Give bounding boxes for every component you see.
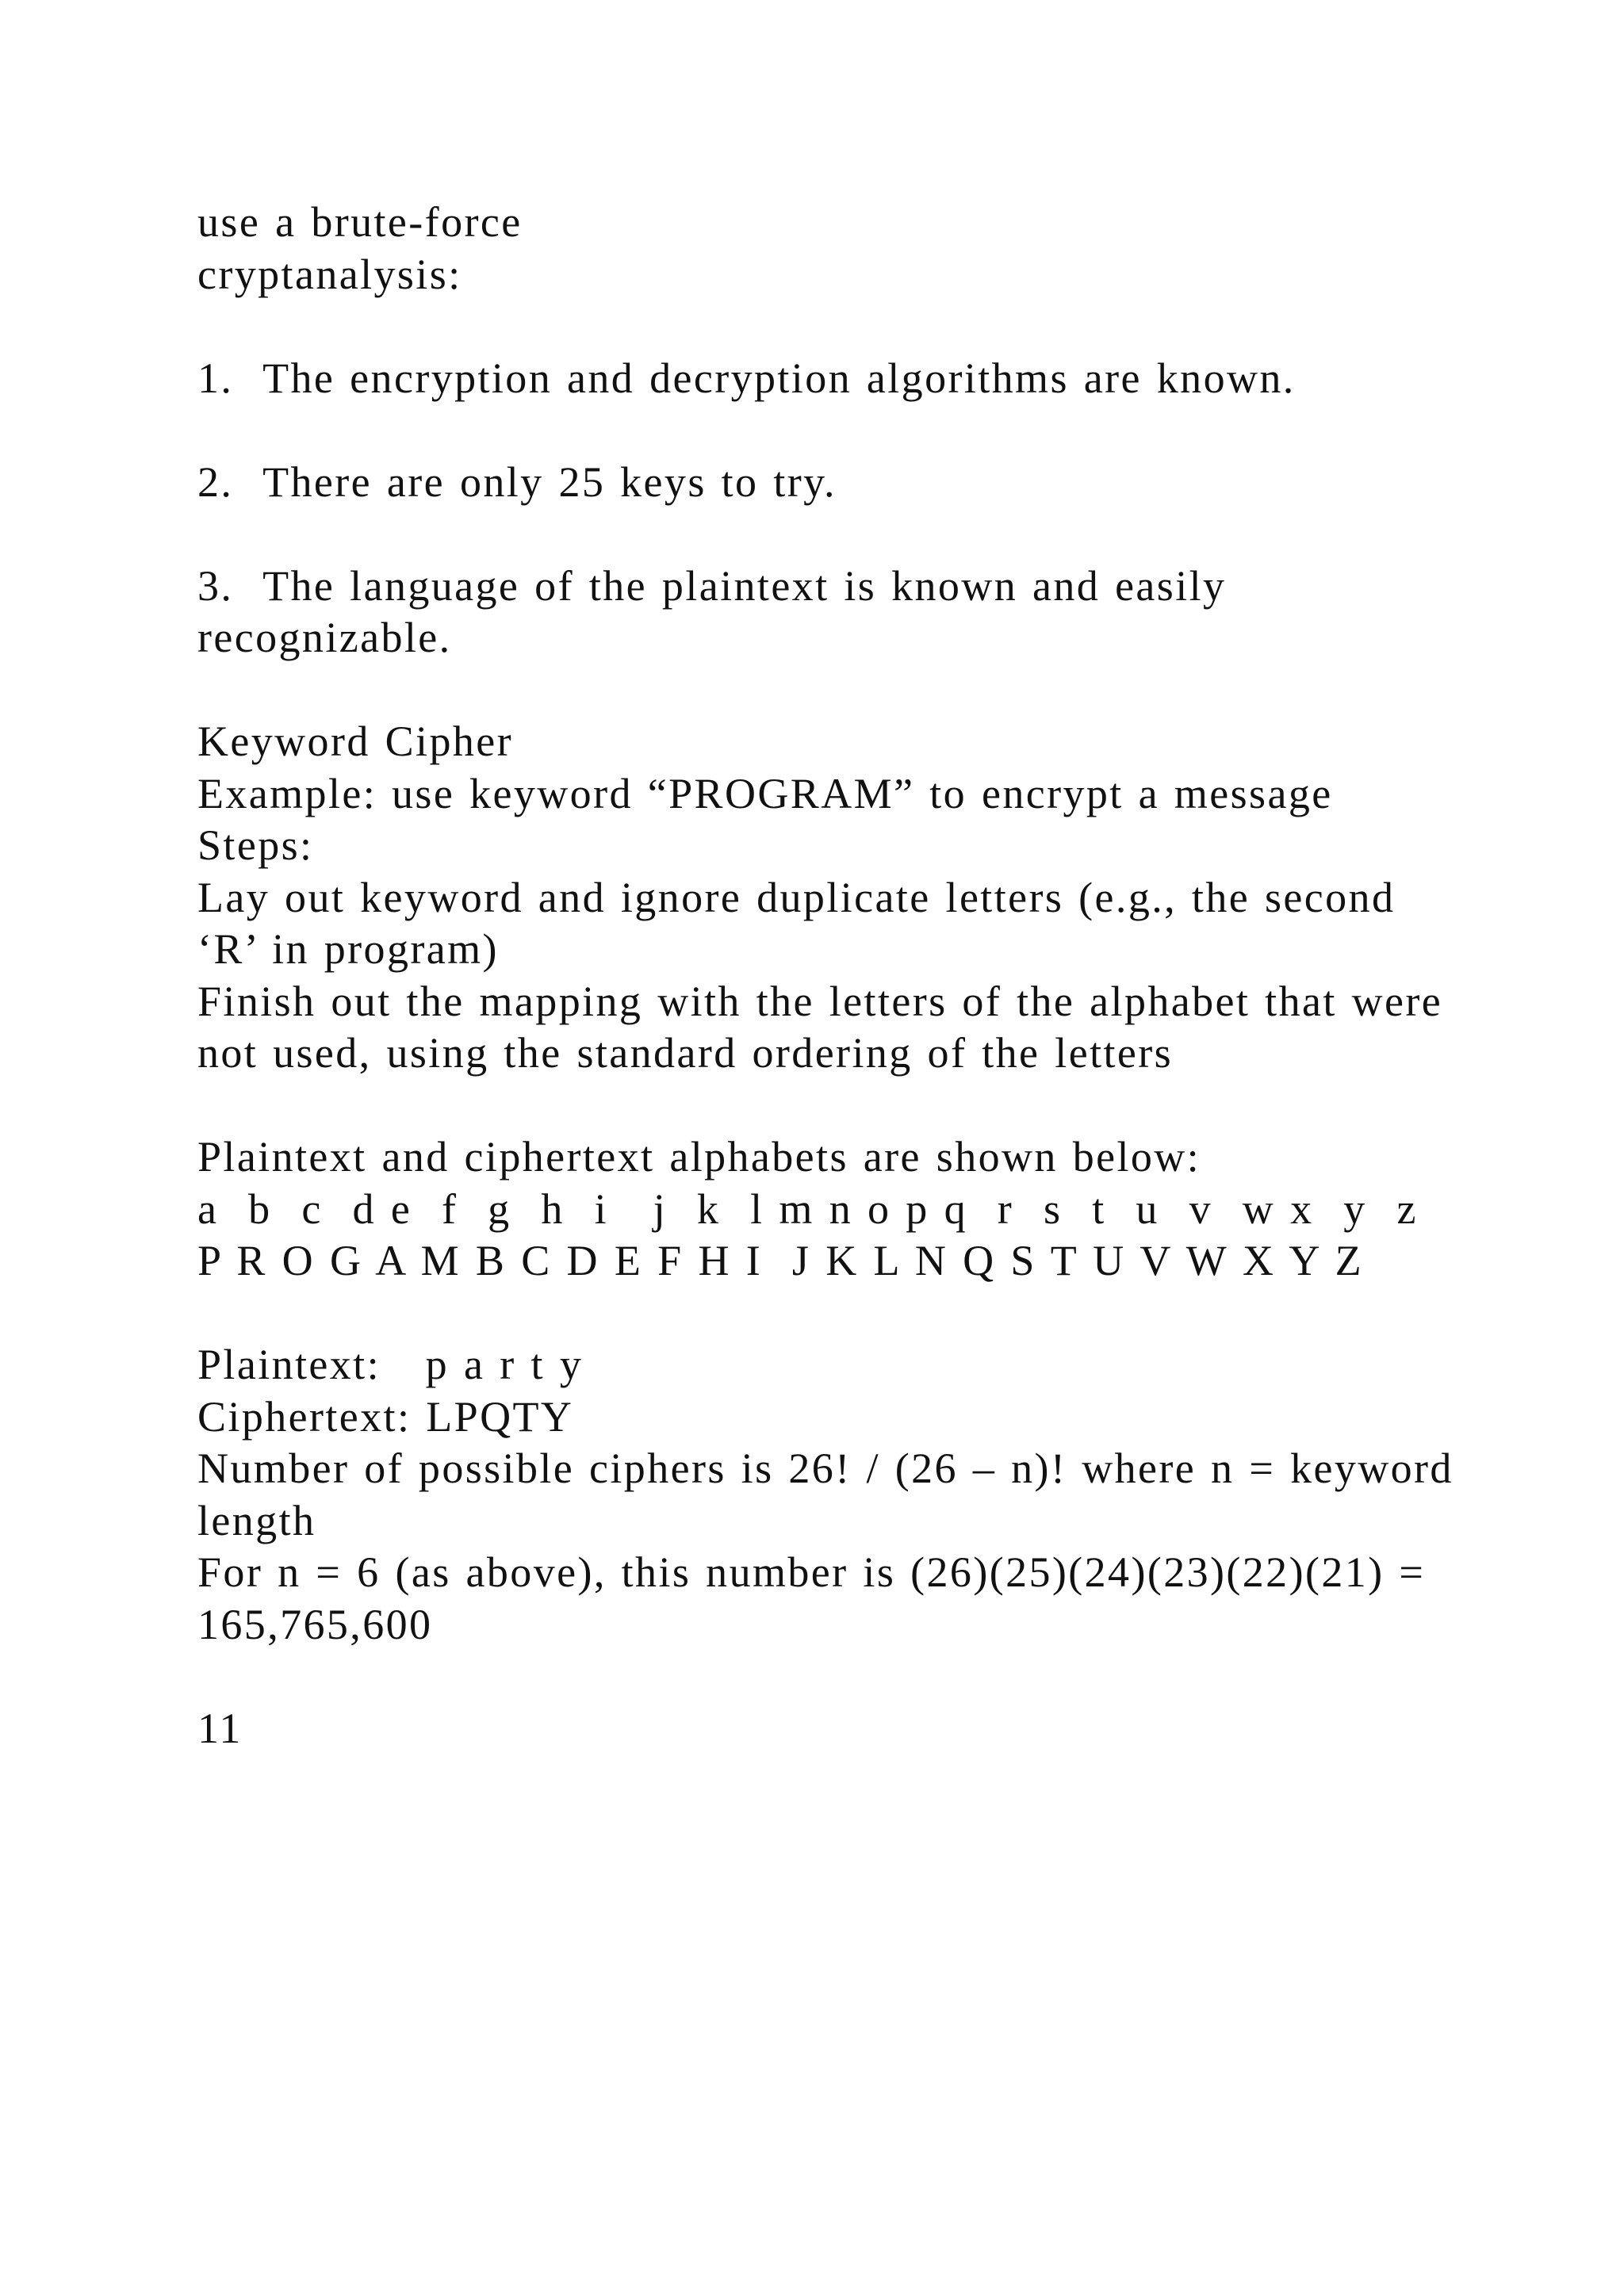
section-heading: Keyword Cipher — [197, 718, 514, 765]
paragraph-line: Number of possible ciphers is 26! / (26 – n)! where n = keyword — [197, 1445, 1454, 1492]
document-page — [197, 197, 1514, 1755]
spacer — [197, 1651, 1514, 1703]
list-item: 1. The encryption and decryption algorithms are known. — [197, 354, 1296, 402]
spacer — [197, 1080, 1514, 1132]
intro-line: use a brute-force — [197, 198, 523, 246]
paragraph-line: For n = 6 (as above), this number is (26)(25)(24)(23)(22)(21) = — [197, 1548, 1426, 1596]
plaintext-alphabet: a b c d e f g h i j k l m n o p q r s t u v w x y z — [197, 1184, 1418, 1233]
list-item: 3. The language of the plaintext is known and easily — [197, 561, 1227, 610]
page-number: 11 — [197, 1704, 243, 1752]
spacer — [197, 404, 1514, 457]
paragraph-line: Finish out the mapping with the letters of the alphabet that were — [197, 977, 1443, 1025]
paragraph-line: Plaintext: p a r t y — [197, 1341, 584, 1388]
paragraph-line: not used, using the standard ordering of the letters — [197, 1029, 1174, 1077]
paragraph-line: 165,765,600 — [197, 1600, 433, 1648]
intro-line: cryptanalysis: — [197, 250, 462, 298]
paragraph-line: length — [197, 1496, 316, 1544]
ciphertext-alphabet: P R O G A M B C D E F H I J K L N Q S T U V W X Y Z — [197, 1237, 1364, 1284]
spacer — [197, 664, 1514, 717]
paragraph-line: Plaintext and ciphertext alphabets are shown below: — [197, 1133, 1201, 1181]
paragraph-line: Ciphertext: LPQTY — [197, 1392, 574, 1441]
spacer — [197, 1288, 1514, 1340]
paragraph-line: ‘R’ in program) — [197, 925, 499, 973]
paragraph-line: Example: use keyword “PROGRAM” to encrypt a message — [197, 769, 1333, 817]
list-item: 2. There are only 25 keys to try. — [197, 457, 837, 506]
paragraph-line: Steps: — [197, 821, 314, 869]
spacer — [197, 508, 1514, 561]
list-item-continuation: recognizable. — [197, 614, 452, 661]
spacer — [197, 300, 1514, 353]
paragraph-line: Lay out keyword and ignore duplicate letters (e.g., the second — [197, 873, 1396, 921]
